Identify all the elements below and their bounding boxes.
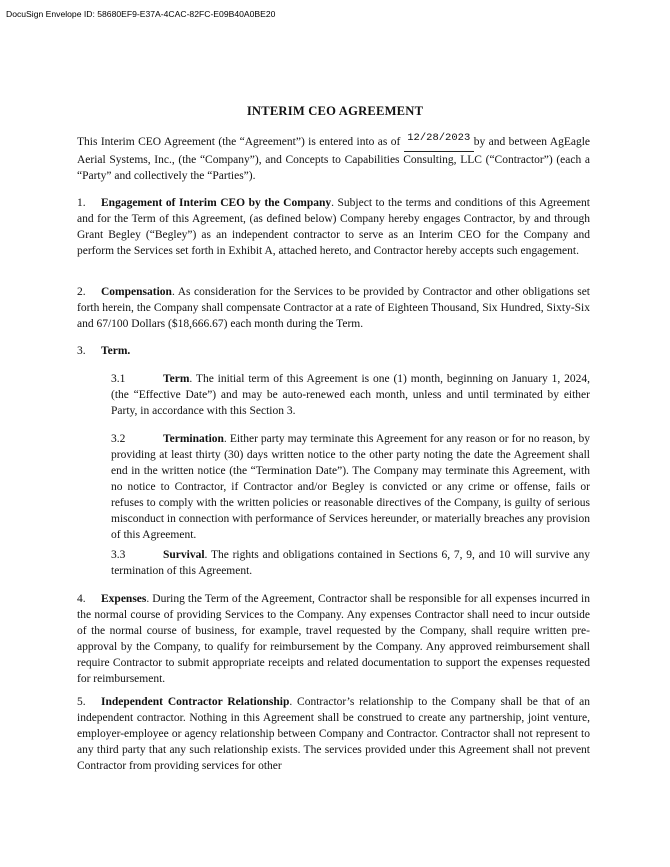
section-body: . During the Term of the Agreement, Contractor shall be responsible for all expenses incurred in the normal course of providing Services to the Company. Any expenses Contractor shall need to incur outside of the normal course of business, for example, travel requested by the Company, shall require written pre-approval by the Company, to qualify for reimbursement by the Company. Any approved reimbursement shall require Contractor to submit appropriate receipts and related documentation to support the expenses requested for reimbursement. xyxy=(77,593,590,685)
section-3-3 xyxy=(111,547,590,579)
section-body: . Contractor’s relationship to the Company shall be that of an independent contractor. Nothing in this Agreement shall be construed to create any partnership, joint venture, employer-employee or agency relationship between Company and Contractor. Contractor shall not represent to any third party that any such relationship exists. The services provided under this Agreement shall not prevent Contractor from providing services for other xyxy=(77,696,590,772)
section-heading: Survival xyxy=(163,549,205,561)
section-number: 3. xyxy=(77,345,86,357)
section-body: . The rights and obligations contained in Sections 6, 7, 9, and 10 will survive any termination of this Agreement. xyxy=(111,549,590,577)
section-4 xyxy=(77,591,590,687)
section-3 xyxy=(77,343,590,359)
section-number: 1. xyxy=(77,197,86,209)
section-heading: Engagement of Interim CEO by the Company xyxy=(101,197,332,209)
section-heading: Term. xyxy=(101,345,131,357)
date-field[interactable] xyxy=(404,134,474,152)
section-heading: Independent Contractor Relationship xyxy=(101,696,290,708)
section-number: 3.3 xyxy=(111,549,126,561)
section-1 xyxy=(77,195,590,259)
intro-paragraph xyxy=(77,134,590,184)
section-heading: Expenses xyxy=(101,593,147,605)
section-3-2 xyxy=(111,431,590,543)
section-body: . As consideration for the Services to be provided by Contractor and other obligations set forth herein, the Company shall compensate Contractor at a rate of Eighteen Thousand, Six Hundred, Sixty-Six and 67/100 Dollars ($18,666.67) each month during the Term. xyxy=(77,286,590,330)
section-body: . The initial term of this Agreement is one (1) month, beginning on January 1, 2024, (the “Effective Date”) and may be auto-renewed each month, unless and until terminated by either Party, in accordance with this Section 3. xyxy=(111,373,590,417)
section-body: . Either party may terminate this Agreement for any reason or for no reason, by providing at least thirty (30) days written notice to the other party noting the date the Agreement shall end in the written notice (the “Termination Date”). The Company may terminate this Agreement, with no notice to Contractor, if Contractor and/or Begley is convicted or any crime or offense, fails or refuses to comply with the written policies or reasonable directives of the Company, is guilty of serious misconduct in connection with performance of Services hereunder, or materially breaches any provision of this Agreement. xyxy=(111,433,590,541)
date-value: 12/28/2023 xyxy=(407,132,471,144)
document-title: INTERIM CEO AGREEMENT xyxy=(246,104,424,118)
section-heading: Compensation xyxy=(101,286,172,298)
section-number: 5. xyxy=(77,696,86,708)
section-5 xyxy=(77,694,590,774)
section-body: . Subject to the terms and conditions of this Agreement and for the Term of this Agreement, (as defined below) Company hereby engages Contractor, by and through Grant Begley (“Begley”) as an independent contractor to serve as an Interim CEO for the Company and perform the Services set forth in Exhibit A, attached hereto, and Contractor hereby accepts such engagement. xyxy=(77,197,590,257)
section-number: 4. xyxy=(77,593,86,605)
section-number: 3.1 xyxy=(111,373,126,385)
section-number: 3.2 xyxy=(111,433,126,445)
docusign-envelope-id: DocuSign Envelope ID: 58680EF9-E37A-4CAC-82FC-E09B40A0BE20 xyxy=(6,9,276,19)
section-heading: Termination xyxy=(163,433,224,445)
intro-text-pre: This Interim CEO Agreement (the “Agreement”) is entered into as of xyxy=(77,136,401,148)
intro-text-post: by and between AgEagle Aerial Systems, Inc., (the “Company”), and Concepts to Capabilities Consulting, LLC (“Contractor”) (each a “Party” and collectively the “Parties”). xyxy=(77,136,590,182)
section-heading: Term xyxy=(163,373,190,385)
section-3-1 xyxy=(111,371,590,419)
section-2 xyxy=(77,284,590,332)
section-number: 2. xyxy=(77,286,86,298)
